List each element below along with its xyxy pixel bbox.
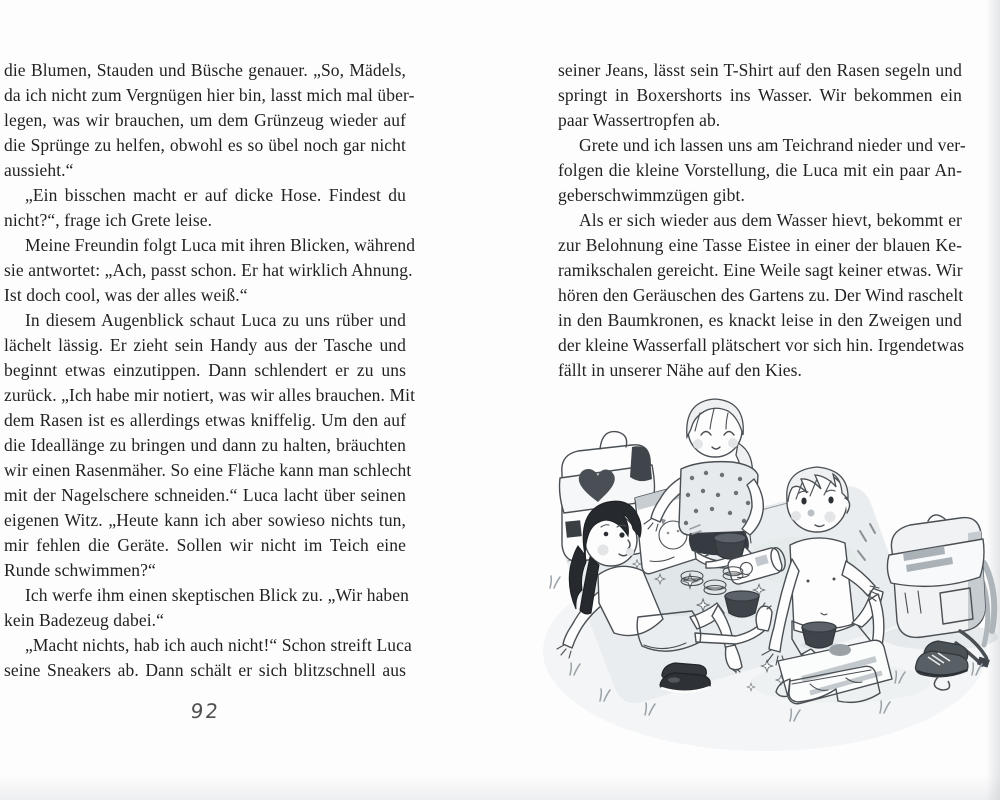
paragraph bbox=[4, 308, 416, 583]
text-line: kein Badezeug dabei.“ bbox=[4, 610, 165, 630]
text-line: Runde schwimmen?“ bbox=[4, 560, 156, 580]
slipon-shoes bbox=[660, 663, 710, 692]
text-line: sie antwortet: „Ach, passt schon. Er hat wirklich Ahnung. bbox=[4, 260, 413, 280]
paragraph bbox=[4, 183, 406, 233]
text-line: aussieht.“ bbox=[4, 160, 74, 180]
text-line: Grete und ich lassen uns am Teichrand nieder und ver- bbox=[579, 135, 966, 155]
text-line: wir einen Rasenmäher. So eine Fläche kann man schlecht bbox=[4, 460, 412, 480]
page-number: 92 bbox=[189, 699, 222, 723]
paragraph bbox=[558, 208, 965, 383]
text-line: Ist doch cool, was der alles weiß.“ bbox=[4, 285, 248, 305]
bowl-center bbox=[724, 591, 760, 618]
text-line: „Ein bisschen macht er auf dicke Hose. Findest du bbox=[25, 185, 406, 205]
text-line: zurück. „Ich habe mir notiert, was wir alles brauchen. Mit bbox=[4, 385, 416, 405]
text-line: die Ideallänge zu bringen und dann zu halten, bräuchten bbox=[4, 435, 406, 455]
text-line: zur Belohnung eine Tasse Eistee in einer der blauen Ke- bbox=[558, 235, 962, 255]
paragraph bbox=[4, 58, 415, 183]
bowl-top bbox=[714, 533, 746, 559]
text-line: legen, was wir brauchen, um dem Grünzeug wieder auf bbox=[4, 110, 406, 130]
paragraph bbox=[4, 633, 412, 683]
text-line: folgen die kleine Vorstellung, die Luca mit ein paar An- bbox=[558, 160, 962, 180]
text-line: Als er sich wieder aus dem Wasser hievt, bekommt er bbox=[579, 210, 962, 230]
bowl-front bbox=[800, 622, 838, 649]
text-line: ramikschalen gereicht. Eine Weile sagt keiner etwas. Wir bbox=[558, 260, 963, 280]
text-line: hören den Geräuschen des Gartens zu. Der Wind raschelt bbox=[558, 285, 964, 305]
text-line: da ich nicht zum Vergnügen hier bin, lasst mich mal über- bbox=[4, 85, 415, 105]
text-line: mir fehlen die Geräte. Sollen wir nicht im Teich eine bbox=[4, 535, 406, 555]
text-line: geberschwimmzügen gibt. bbox=[558, 185, 745, 205]
paragraph bbox=[4, 583, 410, 633]
text-line: seiner Jeans, lässt sein T-Shirt auf den Rasen segeln und bbox=[558, 60, 962, 80]
text-line: beginnt etwas einzutippen. Dann schlendert er zu uns bbox=[4, 360, 406, 380]
paragraph bbox=[558, 58, 962, 133]
text-line: in den Baumkronen, es knackt leise in den Zweigen und bbox=[558, 310, 962, 330]
text-line: der kleine Wasserfall plätschert vor sich hin. Irgendetwas bbox=[558, 335, 965, 355]
text-line: mit der Nagelschere schneiden.“ Luca lacht über seinen bbox=[4, 485, 406, 505]
left-page-text bbox=[4, 58, 416, 683]
text-line: Meine Freundin folgt Luca mit ihren Blicken, während bbox=[25, 235, 416, 255]
text-line: paar Wassertropfen ab. bbox=[558, 110, 721, 130]
right-page-text bbox=[558, 58, 966, 383]
text-line: „Macht nichts, hab ich auch nicht!“ Schon streift Luca bbox=[25, 635, 412, 655]
text-line: nicht?“, frage ich Grete leise. bbox=[4, 210, 213, 230]
text-line: In diesem Augenblick schaut Luca zu uns rüber und bbox=[25, 310, 406, 330]
text-line: die Sprünge zu helfen, obwohl es so übel noch gar nicht bbox=[4, 135, 406, 155]
text-line: Ich werfe ihm einen skeptischen Blick zu. „Wir haben bbox=[25, 585, 410, 605]
text-line: seine Sneakers ab. Dann schält er sich blitzschnell aus bbox=[4, 660, 406, 680]
text-line: eigenen Witz. „Heute kann ich aber sowieso nichts tun, bbox=[4, 510, 406, 530]
picnic-illustration bbox=[540, 383, 1000, 795]
text-line: springt in Boxershorts ins Wasser. Wir bekommen ein bbox=[558, 85, 962, 105]
text-line: die Blumen, Stauden und Büsche genauer. „So, Mädels, bbox=[4, 60, 406, 80]
text-line: lächelt lässig. Er zieht sein Handy aus der Tasche und bbox=[4, 335, 406, 355]
paragraph bbox=[4, 233, 416, 308]
paragraph bbox=[558, 133, 966, 208]
text-line: dem Rasen ist es allerdings etwas kniffelig. Um den auf bbox=[4, 410, 406, 430]
text-line: fällt in unserer Nähe auf den Kies. bbox=[558, 360, 803, 380]
